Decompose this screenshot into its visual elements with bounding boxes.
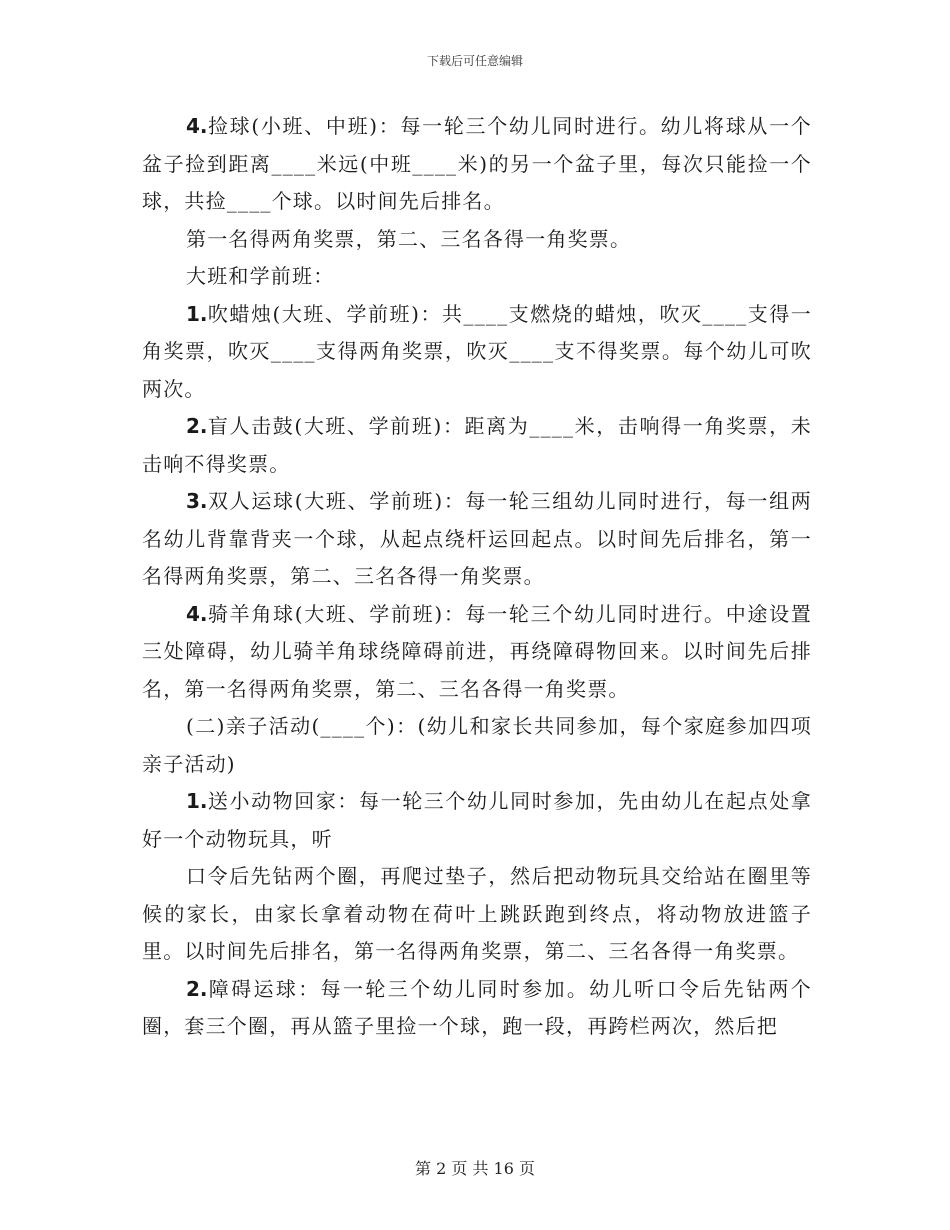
- paragraph-text: (二)亲子活动(____个)：(幼儿和家长共同参加，每个家庭参加四项亲子活动): [142, 714, 812, 776]
- header-note: 下载后可任意编辑: [426, 54, 523, 68]
- paragraph-blow-candles: [142, 296, 812, 409]
- item-number: 2.: [186, 414, 208, 438]
- item-number: 4.: [186, 114, 208, 138]
- paragraph-blind-drum: [142, 408, 812, 483]
- paragraph-prize-rule: [142, 221, 812, 259]
- paragraph-text: 双人运球(大班、学前班)：每一轮三组幼儿同时进行，每一组两名幼儿背靠背夹一个球，从起点绕杆运回起点。以时间先后排名，第一名得两角奖票，第二、三名各得一角奖票。: [142, 489, 812, 588]
- paragraph-text: 第一名得两角奖票，第二、三名各得一角奖票。: [186, 226, 632, 251]
- paragraph-text: 大班和学前班：: [186, 264, 335, 288]
- paragraph-hopper-ball: [142, 596, 812, 709]
- paragraph-send-animals-continued: [142, 858, 812, 971]
- item-number: 1.: [186, 301, 208, 326]
- paragraph-text: 障碍运球：每一轮三个幼儿同时参加。幼儿听口令后先钻两个圈，套三个圈，再从篮子里捡一个球，跑一段，再跨栏两次，然后把: [142, 976, 812, 1038]
- item-number: 4.: [186, 601, 208, 626]
- document-body: [142, 108, 812, 1046]
- paragraph-text: 吹蜡烛(大班、学前班)：共____支燃烧的蜡烛，吹灭____支得一角奖票，吹灭____支得两角奖票，吹灭____支不得奖票。每个幼儿可吹两次。: [142, 301, 812, 401]
- paragraph-picking-balls: [142, 108, 812, 221]
- paragraph-text: 捡球(小班、中班)：每一轮三个幼儿同时进行。幼儿将球从一个盆子捡到距离____米远(中班____米)的另一个盆子里，每次只能捡一个球，共捡____个球。以时间先后排名。: [142, 114, 812, 213]
- paragraph-text: 骑羊角球(大班、学前班)：每一轮三个幼儿同时进行。中途设置三处障碍，幼儿骑羊角球绕障碍前进，再绕障碍物回来。以时间先后排名，第一名得两角奖票，第二、三名各得一角奖票。: [142, 601, 812, 701]
- item-number: 1.: [186, 789, 208, 813]
- paragraph-text: 盲人击鼓(大班、学前班)：距离为____米，击响得一角奖票，未击响不得奖票。: [142, 414, 812, 476]
- paragraph-text: 口令后先钻两个圈，再爬过垫子，然后把动物玩具交给站在圈里等候的家长，由家长拿着动物在荷叶上跳跃跑到终点，将动物放进篮子里。以时间先后排名，第一名得两角奖票，第二、三名各得一角奖票。: [142, 864, 812, 963]
- paragraph-pair-ball-carry: [142, 483, 812, 596]
- item-number: 2.: [186, 976, 208, 1001]
- paragraph-text: 送小动物回家：每一轮三个幼儿同时参加，先由幼儿在起点处拿好一个动物玩具，听: [142, 789, 812, 851]
- item-number: 3.: [186, 489, 208, 513]
- paragraph-obstacle-ball: [142, 971, 812, 1046]
- paragraph-send-animals-home: [142, 783, 812, 858]
- section-heading-senior-class: [142, 258, 812, 296]
- page-number-footer: 第 2 页 共 16 页: [415, 1159, 535, 1178]
- section-heading-parent-child: [142, 708, 812, 783]
